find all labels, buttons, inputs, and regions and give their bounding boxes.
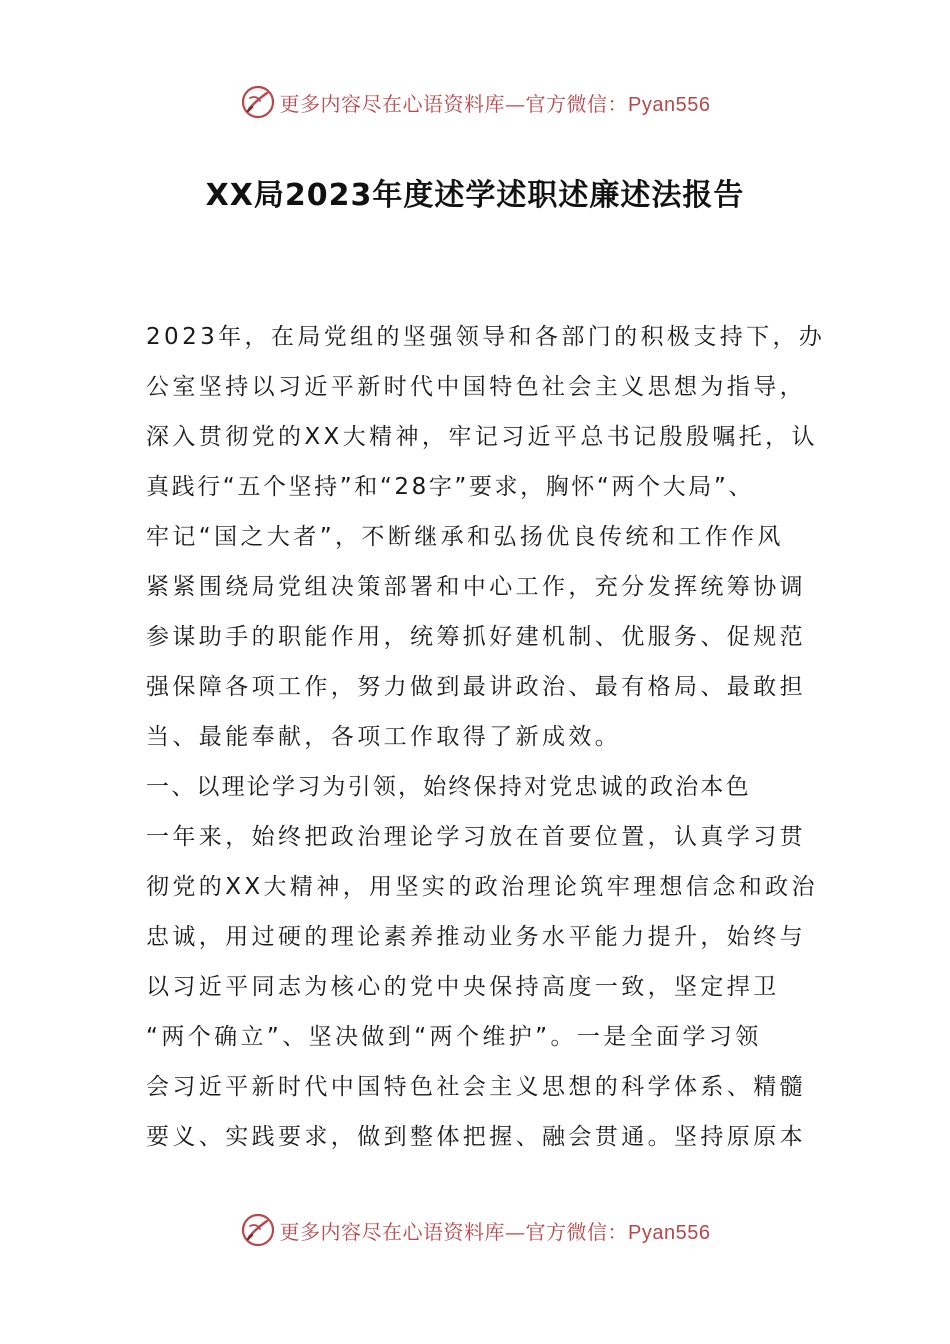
header-watermark-text <box>280 88 711 117</box>
body-line: 强保障各项工作，努力做到最讲政治、最有格局、最敢担 <box>146 674 806 700</box>
footer-watermark-text <box>280 1216 711 1245</box>
footer-watermark-label: 更多内容尽在心语资料库—官方微信： <box>279 1219 629 1244</box>
body-line: “两个确立”、坚决做到“两个维护”。一是全面学习领 <box>146 1024 762 1050</box>
body-line: 会习近平新时代中国特色社会主义思想的科学体系、精髓 <box>146 1074 806 1100</box>
footer-watermark-banner <box>0 1210 950 1250</box>
body-line: 参谋助手的职能作用，统筹抓好建机制、优服务、促规范 <box>146 624 806 650</box>
body-line: 要义、实践要求，做到整体把握、融会贯通。坚持原原本 <box>146 1124 806 1150</box>
body-line: 紧紧围绕局党组决策部署和中心工作，充分发挥统筹协调 <box>146 574 806 600</box>
header-watermark-banner <box>0 82 950 122</box>
section-heading: 一、以理论学习为引领，始终保持对党忠诚的政治本色 <box>146 774 751 800</box>
header-wechat-id: Pyan556 <box>628 93 711 116</box>
pen-logo-icon <box>240 1212 276 1248</box>
body-line: 忠诚，用过硬的理论素养推动业务水平能力提升，始终与 <box>146 924 806 950</box>
document-body <box>146 312 836 1162</box>
body-line: 深入贯彻党的XX大精神，牢记习近平总书记殷殷嘱托，认 <box>146 424 818 450</box>
body-line: 牢记“国之大者”，不断继承和弘扬优良传统和工作作风 <box>146 524 784 550</box>
body-line: 一年来，始终把政治理论学习放在首要位置，认真学习贯 <box>146 824 806 850</box>
body-line: 公室坚持以习近平新时代中国特色社会主义思想为指导， <box>146 374 806 400</box>
body-line: 2023年，在局党组的坚强领导和各部门的积极支持下，办 <box>146 324 826 350</box>
header-watermark-label: 更多内容尽在心语资料库—官方微信： <box>279 91 629 116</box>
document-title: XX局2023年度述学述职述廉述法报告 <box>205 178 745 213</box>
body-line: 以习近平同志为核心的党中央保持高度一致，坚定捍卫 <box>146 974 780 1000</box>
body-line: 彻党的XX大精神，用坚实的政治理论筑牢理想信念和政治 <box>146 874 818 900</box>
footer-wechat-id: Pyan556 <box>628 1221 711 1244</box>
body-line: 真践行“五个坚持”和“28字”要求，胸怀“两个大局”、 <box>146 474 754 500</box>
body-line: 当、最能奉献，各项工作取得了新成效。 <box>146 724 622 750</box>
pen-logo-icon <box>240 84 276 120</box>
